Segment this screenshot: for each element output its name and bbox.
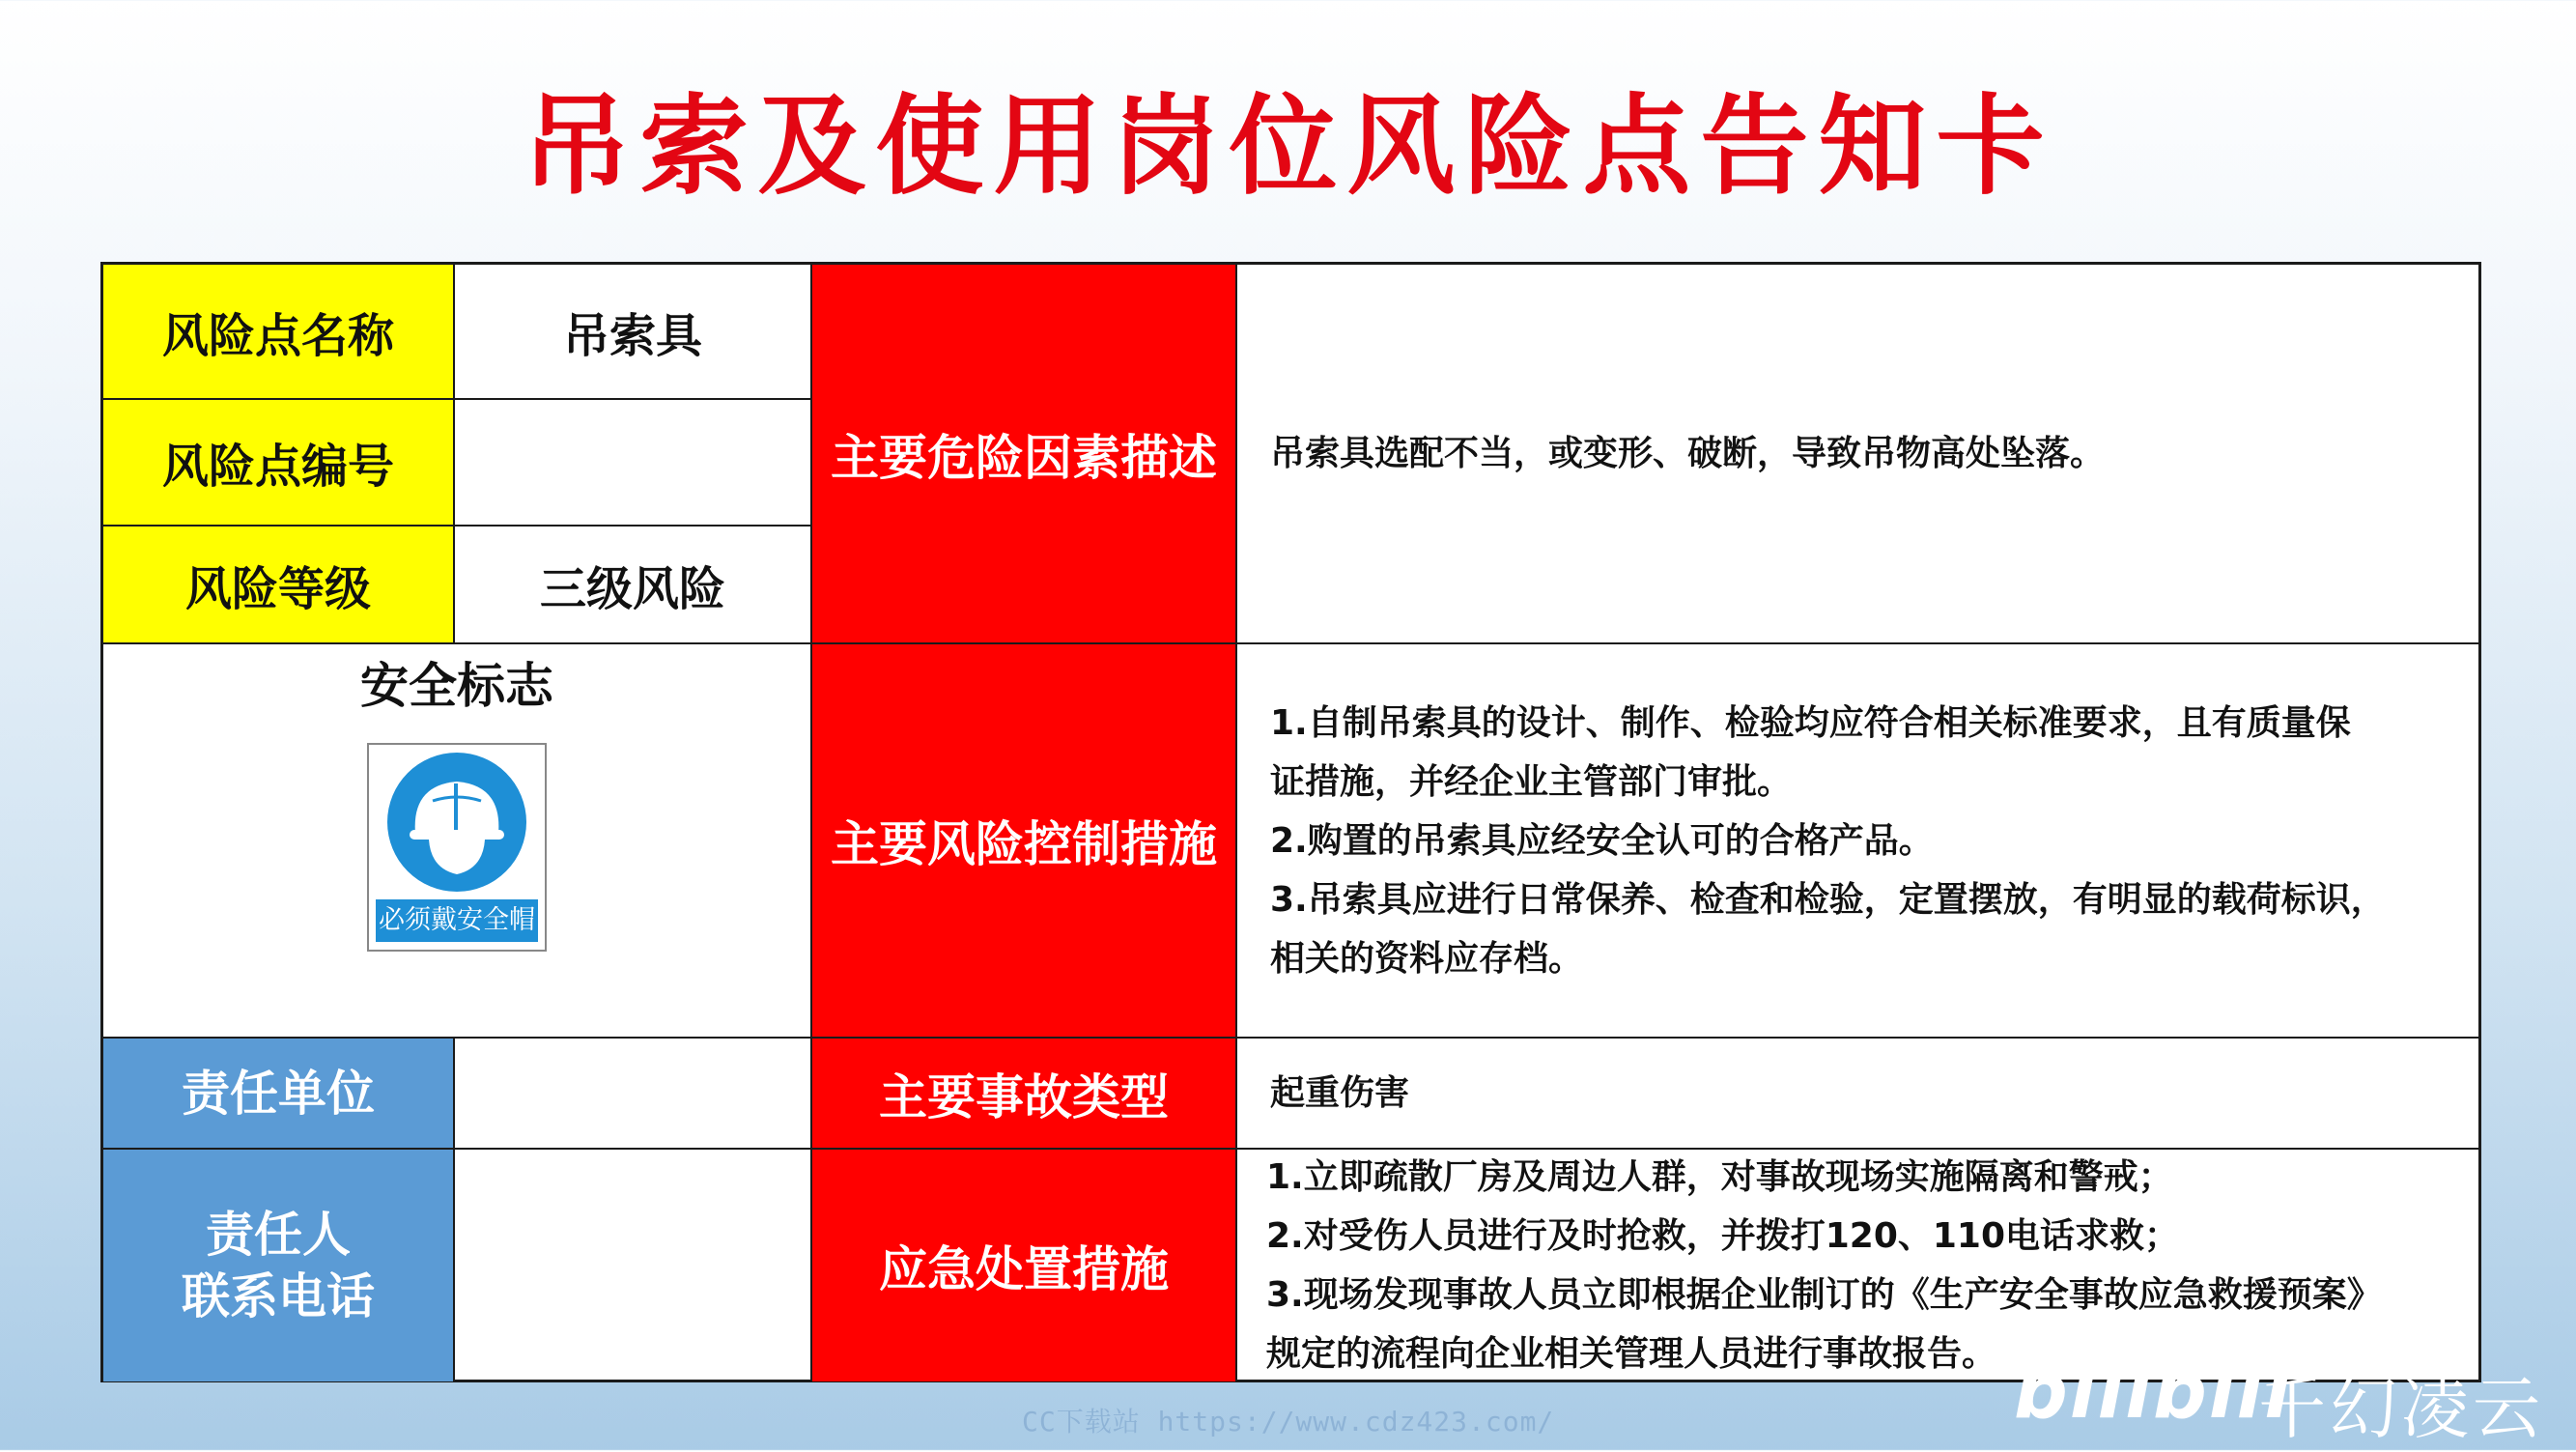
page-title: 吊索及使用岗位风险点告知卡 [522,84,2054,210]
emergency-line: 1.立即疏散厂房及周边人群，对事故现场实施隔离和警戒； [1266,1157,2173,1197]
person-label-line: 责任人 [206,1207,351,1263]
site-watermark: CC下载站 https://www.cdz423.com/ [1022,1406,1555,1438]
control-line: 证措施，并经企业主管部门审批。 [1270,761,1793,802]
unit-label: 责任单位 [103,1039,455,1150]
risk-level-value: 三级风险 [455,527,812,644]
person-value [455,1150,812,1381]
control-line: 相关的资料应存档。 [1270,938,1584,979]
hazard-label: 主要危险因素描述 [812,265,1237,644]
risk-code-label: 风险点编号 [103,400,455,527]
bilibili-logo: bilibili [2014,1349,2293,1436]
emergency-label: 应急处置措施 [812,1150,1237,1381]
safety-sign-section [103,644,812,1039]
emergency-measures [1237,1150,2478,1381]
person-label [103,1150,455,1381]
accident-type: 起重伤害 [1237,1039,2478,1150]
helmet-icon [373,745,541,892]
risk-level-label: 风险等级 [103,527,455,644]
uploader-name: 千幻凌云 [2258,1369,2544,1448]
control-line: 1.自制吊索具的设计、制作、检验均应符合相关标准要求，且有质量保 [1270,702,2351,743]
safety-sign-label: 安全标志 [360,658,553,714]
accident-label: 主要事故类型 [812,1039,1237,1150]
risk-code-value [455,400,812,527]
unit-value [455,1039,812,1150]
emergency-line: 2.对受伤人员进行及时抢救，并拨打120、110电话求救； [1266,1216,2180,1256]
emergency-line: 3.现场发现事故人员立即根据企业制订的《生产安全事故应急救援预案》 [1266,1275,2382,1315]
safety-sign [367,743,547,952]
control-line: 2.购置的吊索具应经安全认可的合格产品。 [1270,820,1934,861]
control-line: 3.吊索具应进行日常保养、检查和检验，定置摆放，有明显的载荷标识， [1270,879,2386,920]
hazard-description: 吊索具选配不当，或变形、破断，导致吊物高处坠落。 [1237,265,2478,644]
control-label: 主要风险控制措施 [812,644,1237,1039]
control-measures [1237,644,2478,1039]
person-label-line: 联系电话 [182,1268,375,1324]
risk-notice-card [100,262,2481,1382]
emergency-line: 规定的流程向企业相关管理人员进行事故报告。 [1266,1334,1997,1374]
risk-name-label: 风险点名称 [103,265,455,400]
safety-sign-text: 必须戴安全帽 [376,899,538,942]
risk-name-value: 吊索具 [455,265,812,400]
